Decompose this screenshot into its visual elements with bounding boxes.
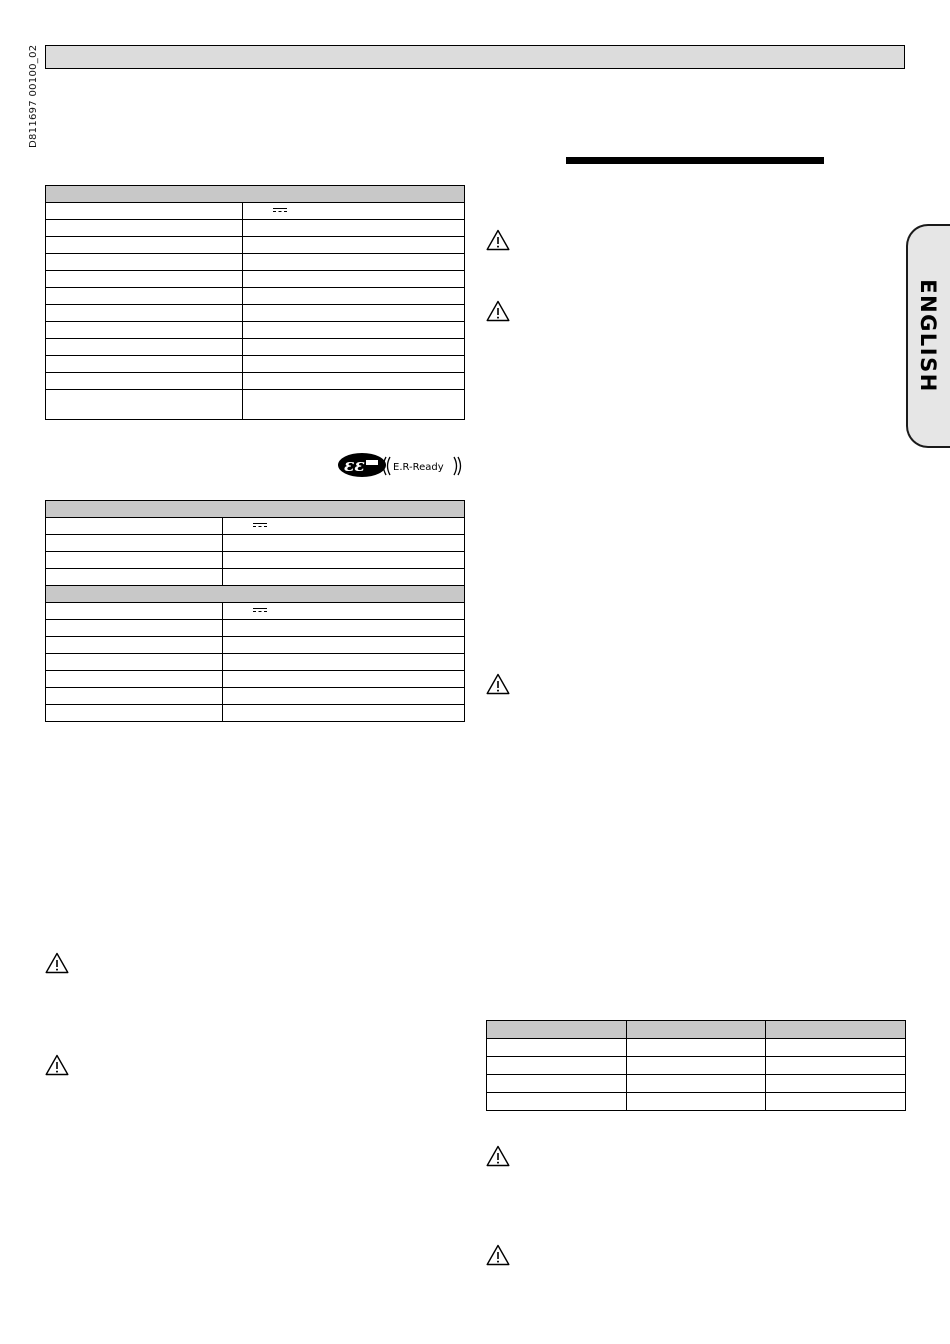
- table-row: [46, 305, 465, 322]
- table-row: [487, 1039, 906, 1057]
- table-row: [46, 671, 465, 688]
- table-row: [46, 220, 465, 237]
- table-row: [46, 569, 465, 586]
- er-ready-text: E.R-Ready: [393, 462, 444, 473]
- table-row: [46, 620, 465, 637]
- language-tab-label: ENGLISH: [916, 279, 940, 393]
- warning-triangle-icon: [486, 229, 510, 251]
- svg-text:εε: εε: [344, 456, 365, 476]
- table-row: [46, 390, 465, 420]
- table-row: [46, 322, 465, 339]
- table-row: [46, 288, 465, 305]
- dc-current-symbol-icon: [253, 523, 267, 528]
- table-row: [46, 203, 465, 220]
- table-row: [46, 654, 465, 671]
- warning-triangle-icon: [486, 1244, 510, 1266]
- warning-triangle-icon: [486, 300, 510, 322]
- table-row: [46, 356, 465, 373]
- er-ready-logo: [336, 451, 464, 481]
- technical-data-table: [45, 185, 465, 420]
- table-header-row: [46, 186, 465, 203]
- table-row: [46, 705, 465, 722]
- table-row: [487, 1075, 906, 1093]
- table-row: [46, 688, 465, 705]
- table-row: [46, 254, 465, 271]
- warning-triangle-icon: [45, 952, 69, 974]
- table-row: [487, 1057, 906, 1075]
- table-row: [46, 373, 465, 390]
- language-tab-label-wrap: [906, 224, 950, 448]
- warning-triangle-icon: [486, 673, 510, 695]
- table-header-row: [46, 586, 465, 603]
- dc-current-symbol-icon: [253, 608, 267, 613]
- document-code: D811697 00100_02: [28, 44, 39, 148]
- table-row: [46, 552, 465, 569]
- table-row: [46, 339, 465, 356]
- table-header-row: [487, 1021, 906, 1039]
- dc-current-symbol-icon: [273, 208, 287, 213]
- secondary-data-table: [45, 500, 465, 722]
- table-row: [46, 603, 465, 620]
- table-header-row: [46, 501, 465, 518]
- section-title-rule: [566, 157, 824, 164]
- header-bar: [45, 45, 905, 69]
- table-row: [46, 535, 465, 552]
- three-column-table: [486, 1020, 906, 1111]
- warning-triangle-icon: [486, 1145, 510, 1167]
- table-row: [46, 518, 465, 535]
- warning-triangle-icon: [45, 1054, 69, 1076]
- table-row: [487, 1093, 906, 1111]
- table-row: [46, 237, 465, 254]
- table-row: [46, 637, 465, 654]
- table-row: [46, 271, 465, 288]
